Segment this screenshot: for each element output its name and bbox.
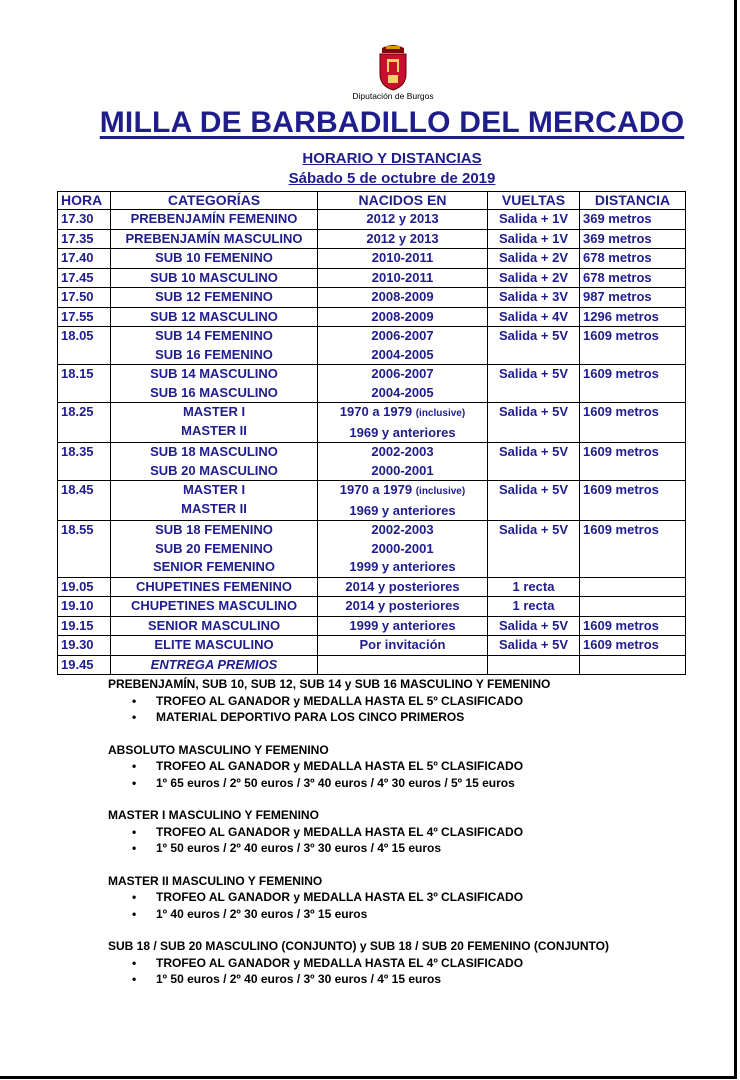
birth-years-text: 1999 y anteriores	[349, 617, 456, 633]
birth-years-line	[321, 365, 484, 384]
cell-vueltas	[488, 655, 580, 675]
category-line: MASTER I	[182, 404, 246, 419]
cell-vueltas: Salida + 5V	[488, 365, 580, 403]
award-item: • MATERIAL DEPORTIVO PARA LOS CINCO PRIMEROS	[156, 709, 728, 726]
cell-nacidos	[318, 655, 488, 675]
cell-hora: 17.45	[58, 268, 111, 288]
cell-hora: 19.10	[58, 597, 111, 617]
category-line: ELITE MASCULINO	[154, 637, 274, 652]
awards-section	[108, 676, 728, 1004]
header-hora: HORA	[58, 192, 111, 210]
cell-distancia: 678 metros	[580, 249, 686, 269]
birth-years-line	[321, 617, 484, 636]
birth-years-line	[321, 481, 484, 502]
birth-years-text: 2014 y posteriores	[345, 598, 460, 613]
category-line: SENIOR FEMENINO	[152, 559, 276, 574]
birth-years-note: (inclusive)	[415, 486, 466, 497]
award-list	[108, 955, 728, 988]
category-line: PREBENJAMÍN MASCULINO	[125, 230, 303, 246]
cell-distancia: 1609 metros	[580, 636, 686, 656]
cell-distancia	[580, 655, 686, 675]
cell-hora: 17.40	[58, 249, 111, 269]
cell-vueltas: 1 recta	[488, 597, 580, 617]
cell-vueltas: Salida + 5V	[488, 327, 580, 365]
cell-distancia: 987 metros	[580, 288, 686, 308]
cell-categorias	[111, 443, 318, 481]
event-date: Sábado 5 de octubre de 2019	[288, 170, 496, 187]
birth-years-text: 2014 y posteriores	[345, 578, 460, 594]
birth-years-line	[321, 540, 484, 559]
cell-vueltas: Salida + 1V	[488, 229, 580, 249]
cell-vueltas: Salida + 5V	[488, 521, 580, 578]
category-line: CHUPETINES FEMENINO	[135, 578, 292, 594]
birth-years-text: 1999 y anteriores	[349, 559, 456, 574]
category-line: SUB 12 FEMENINO	[155, 289, 273, 304]
cell-vueltas: Salida + 5V	[488, 616, 580, 636]
birth-years-line	[321, 346, 484, 365]
award-group-title: ABSOLUTO MASCULINO Y FEMENINO	[108, 742, 329, 757]
table-row	[58, 268, 686, 288]
birth-years-line	[321, 230, 484, 249]
table-row	[58, 327, 686, 365]
cell-nacidos	[318, 616, 488, 636]
cell-categorias	[111, 636, 318, 656]
category-line: SUB 16 MASCULINO	[150, 384, 278, 400]
award-list	[108, 889, 728, 922]
birth-years-text: 2002-2003	[371, 444, 434, 459]
birth-years-line	[321, 249, 484, 268]
category-line: SENIOR MASCULINO	[147, 617, 281, 633]
category-line: SUB 14 FEMENINO	[155, 328, 273, 343]
table-row	[58, 307, 686, 327]
birth-years-text: 1970 a 1979	[339, 482, 413, 497]
table-row	[58, 249, 686, 269]
category-line: CHUPETINES MASCULINO	[130, 598, 298, 613]
cell-hora: 17.50	[58, 288, 111, 308]
birth-years-text: 2006-2007	[371, 328, 434, 343]
cell-categorias	[111, 307, 318, 327]
cell-categorias	[111, 249, 318, 269]
category-line: SUB 10 FEMENINO	[155, 250, 273, 265]
cell-distancia	[580, 577, 686, 597]
birth-years-text: 2004-2005	[371, 346, 434, 362]
birth-years-line	[321, 210, 484, 229]
category-line: SUB 16 FEMENINO	[155, 346, 273, 362]
cell-distancia: 1609 metros	[580, 443, 686, 481]
category-line: SUB 18 FEMENINO	[155, 522, 273, 537]
cell-nacidos	[318, 307, 488, 327]
birth-years-text: 1969 y anteriores	[349, 424, 456, 440]
table-row	[58, 655, 686, 675]
birth-years-text: Por invitación	[359, 637, 446, 652]
birth-years-line	[321, 288, 484, 307]
table-row	[58, 210, 686, 230]
cell-vueltas: 1 recta	[488, 577, 580, 597]
cell-nacidos	[318, 229, 488, 249]
award-item: • TROFEO AL GANADOR y MEDALLA HASTA EL 3º CLASIFICADO	[156, 889, 728, 906]
birth-years-line	[321, 443, 484, 462]
schedule-table	[57, 191, 686, 675]
birth-years-text: 2002-2003	[371, 522, 434, 537]
cell-nacidos	[318, 443, 488, 481]
cell-categorias	[111, 597, 318, 617]
award-item: • 1º 40 euros / 2º 30 euros / 3º 15 euros	[156, 906, 728, 923]
cell-categorias	[111, 210, 318, 230]
category-line: PREBENJAMÍN FEMENINO	[130, 211, 298, 226]
award-item: • TROFEO AL GANADOR y MEDALLA HASTA EL 5º CLASIFICADO	[156, 758, 728, 775]
cell-hora: 19.45	[58, 655, 111, 675]
award-group-title: MASTER I MASCULINO Y FEMENINO	[108, 808, 319, 822]
award-group-title: MASTER II MASCULINO Y FEMENINO	[108, 873, 323, 888]
cell-distancia: 1609 metros	[580, 481, 686, 521]
cell-vueltas: Salida + 5V	[488, 481, 580, 521]
award-item: • TROFEO AL GANADOR y MEDALLA HASTA EL 4º CLASIFICADO	[156, 824, 728, 841]
cell-vueltas: Salida + 5V	[488, 443, 580, 481]
category-line: MASTER II	[181, 422, 247, 438]
category-line: MASTER II	[181, 500, 247, 516]
birth-years-text: 2010-2011	[371, 250, 434, 265]
cell-vueltas: Salida + 5V	[488, 403, 580, 443]
birth-years-line	[321, 462, 484, 481]
birth-years-line	[321, 424, 484, 443]
award-group	[108, 742, 728, 792]
cell-hora: 19.05	[58, 577, 111, 597]
table-row	[58, 365, 686, 403]
cell-distancia	[580, 597, 686, 617]
cell-distancia: 1296 metros	[580, 307, 686, 327]
cell-vueltas: Salida + 2V	[488, 249, 580, 269]
birth-years-line	[321, 308, 484, 327]
cell-categorias	[111, 655, 318, 675]
cell-hora: 18.35	[58, 443, 111, 481]
cell-nacidos	[318, 288, 488, 308]
birth-years-line	[321, 636, 484, 655]
birth-years-line	[321, 403, 484, 424]
cell-hora: 17.55	[58, 307, 111, 327]
award-group	[108, 938, 728, 988]
cell-vueltas: Salida + 1V	[488, 210, 580, 230]
table-row	[58, 636, 686, 656]
cell-hora: 17.35	[58, 229, 111, 249]
cell-nacidos	[318, 210, 488, 230]
birth-years-text: 1969 y anteriores	[349, 502, 456, 518]
award-group	[108, 873, 728, 923]
birth-years-text: 2000-2001	[371, 462, 434, 478]
cell-nacidos	[318, 597, 488, 617]
birth-years-line	[321, 578, 484, 597]
header-nacidos: NACIDOS EN	[318, 192, 488, 210]
birth-years-text: 2008-2009	[371, 289, 434, 304]
category-line: SUB 14 MASCULINO	[150, 366, 278, 381]
cell-hora: 18.55	[58, 521, 111, 578]
cell-distancia: 1609 metros	[580, 365, 686, 403]
cell-nacidos	[318, 636, 488, 656]
cell-nacidos	[318, 577, 488, 597]
birth-years-text: 2006-2007	[371, 366, 434, 381]
award-group	[108, 807, 728, 857]
birth-years-line	[321, 502, 484, 521]
table-row	[58, 403, 686, 443]
cell-categorias	[111, 481, 318, 521]
logo-caption: Diputación de Burgos	[352, 91, 434, 101]
birth-years-line	[321, 327, 484, 346]
cell-hora: 18.05	[58, 327, 111, 365]
birth-years-line	[321, 597, 484, 616]
birth-years-text: 1970 a 1979	[339, 404, 413, 419]
birth-years-text: 2008-2009	[371, 308, 434, 324]
category-line: SUB 10 MASCULINO	[150, 269, 278, 285]
cell-categorias	[111, 365, 318, 403]
award-group	[108, 676, 728, 726]
cell-hora: 18.25	[58, 403, 111, 443]
cell-hora: 17.30	[58, 210, 111, 230]
cell-hora: 19.30	[58, 636, 111, 656]
award-item: • 1º 50 euros / 2º 40 euros / 3º 30 euros / 4º 15 euros	[156, 971, 728, 988]
birth-years-line	[321, 558, 484, 577]
cell-hora: 18.15	[58, 365, 111, 403]
table-row	[58, 288, 686, 308]
table-row	[58, 597, 686, 617]
table-row	[58, 577, 686, 597]
award-group-title: SUB 18 / SUB 20 MASCULINO (CONJUNTO) y SUB 18 / SUB 20 FEMENINO (CONJUNTO)	[108, 939, 609, 953]
cell-categorias	[111, 268, 318, 288]
birth-years-text: 2004-2005	[371, 384, 434, 400]
award-item: • 1º 50 euros / 2º 40 euros / 3º 30 euros / 4º 15 euros	[156, 840, 728, 857]
award-group-title: PREBENJAMÍN, SUB 10, SUB 12, SUB 14 y SUB 16 MASCULINO Y FEMENINO	[108, 677, 551, 691]
cell-distancia: 1609 metros	[580, 521, 686, 578]
birth-years-text: 2000-2001	[371, 540, 434, 556]
cell-categorias	[111, 616, 318, 636]
header-vueltas: VUELTAS	[488, 192, 580, 210]
cell-distancia: 369 metros	[580, 210, 686, 230]
cell-nacidos	[318, 403, 488, 443]
cell-hora: 19.15	[58, 616, 111, 636]
cell-distancia: 1609 metros	[580, 327, 686, 365]
cell-vueltas: Salida + 2V	[488, 268, 580, 288]
category-line: SUB 20 FEMENINO	[155, 540, 273, 556]
birth-years-text: 2012 y 2013	[366, 211, 439, 226]
table-row	[58, 521, 686, 578]
cell-vueltas: Salida + 4V	[488, 307, 580, 327]
category-line: SUB 20 MASCULINO	[150, 462, 278, 478]
table-row	[58, 616, 686, 636]
category-line: SUB 12 MASCULINO	[150, 308, 278, 324]
cell-nacidos	[318, 365, 488, 403]
award-item: • TROFEO AL GANADOR y MEDALLA HASTA EL 5º CLASIFICADO	[156, 693, 728, 710]
award-item: • TROFEO AL GANADOR y MEDALLA HASTA EL 4º CLASIFICADO	[156, 955, 728, 972]
cell-nacidos	[318, 268, 488, 288]
header-categorias: CATEGORÍAS	[111, 192, 318, 210]
birth-years-line	[321, 521, 484, 540]
cell-nacidos	[318, 249, 488, 269]
award-list	[108, 824, 728, 857]
schedule-header-row	[58, 192, 686, 210]
birth-years-text: 2012 y 2013	[366, 230, 439, 246]
cell-categorias	[111, 288, 318, 308]
header-distancia: DISTANCIA	[580, 192, 686, 210]
cell-distancia: 1609 metros	[580, 403, 686, 443]
cell-vueltas: Salida + 3V	[488, 288, 580, 308]
category-line: SUB 18 MASCULINO	[150, 444, 278, 459]
cell-nacidos	[318, 481, 488, 521]
cell-distancia: 369 metros	[580, 229, 686, 249]
birth-years-line	[321, 384, 484, 403]
table-row	[58, 481, 686, 521]
cell-categorias	[111, 229, 318, 249]
birth-years-line	[321, 269, 484, 288]
schedule-body	[58, 210, 686, 675]
category-line: MASTER I	[182, 482, 246, 497]
category-line: ENTREGA PREMIOS	[150, 656, 278, 672]
cell-categorias	[111, 403, 318, 443]
cell-nacidos	[318, 521, 488, 578]
cell-distancia: 678 metros	[580, 268, 686, 288]
table-row	[58, 229, 686, 249]
cell-categorias	[111, 577, 318, 597]
cell-categorias	[111, 327, 318, 365]
cell-distancia: 1609 metros	[580, 616, 686, 636]
award-list	[108, 758, 728, 791]
page-title: MILLA DE BARBADILLO DEL MERCADO	[99, 106, 685, 139]
award-list	[108, 693, 728, 726]
birth-years-note: (inclusive)	[415, 408, 466, 419]
birth-years-text: 2010-2011	[371, 269, 434, 285]
coat-of-arms-logo	[368, 44, 418, 92]
table-row	[58, 443, 686, 481]
page-subtitle: HORARIO Y DISTANCIAS	[302, 150, 482, 167]
cell-hora: 18.45	[58, 481, 111, 521]
award-item: • 1º 65 euros / 2º 50 euros / 3º 40 euros / 4º 30 euros / 5º 15 euros	[156, 775, 728, 792]
cell-vueltas: Salida + 5V	[488, 636, 580, 656]
cell-nacidos	[318, 327, 488, 365]
cell-categorias	[111, 521, 318, 578]
